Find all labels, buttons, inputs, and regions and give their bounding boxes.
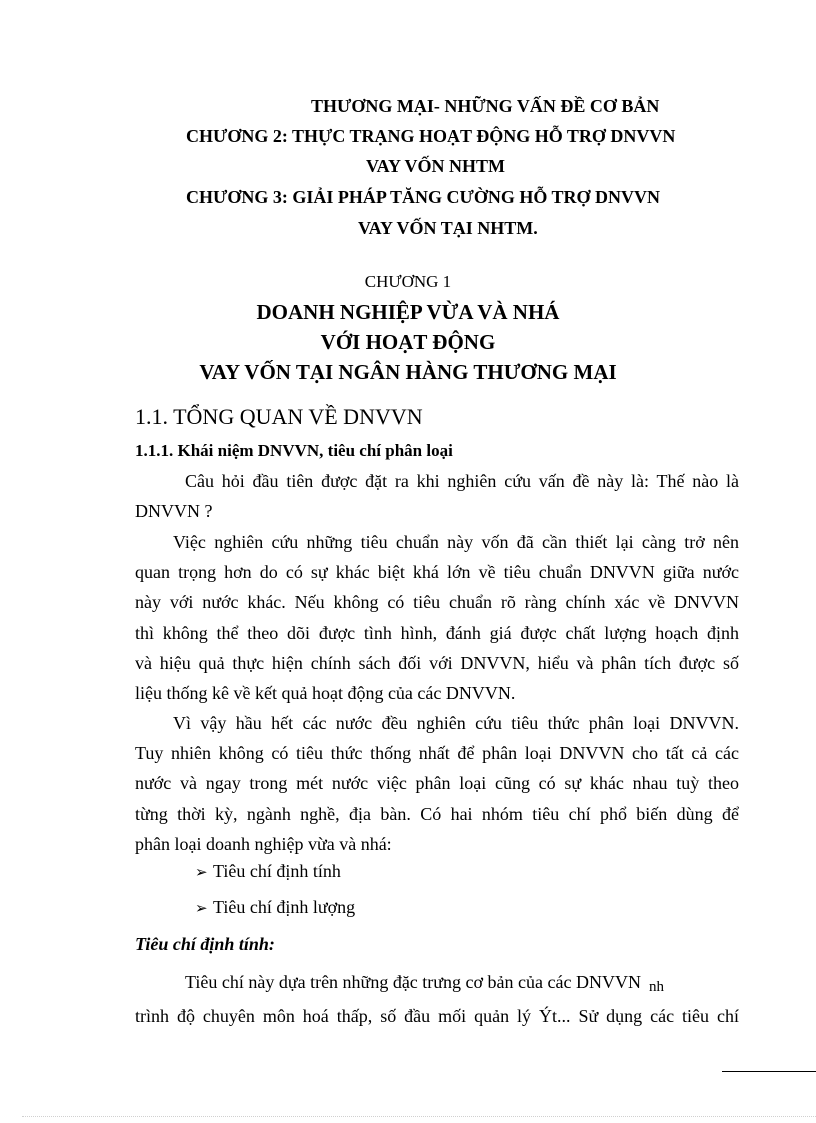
paragraph-line: phân loại doanh nghiệp vừa và nhá:: [135, 833, 392, 854]
paragraph-line: từng thời kỳ, ngành nghề, địa bàn. Có hai nhóm tiêu chí phổ biến dùng để: [135, 803, 739, 824]
paragraph-line: này với nước khác. Nếu không có tiêu chuẩn rõ ràng chính xác về DNVVN: [135, 592, 739, 613]
toc-line-3: VAY VỐN NHTM: [366, 156, 506, 176]
paragraph-line: thì không thể theo dõi được tình hình, đánh giá được chất lượng hoạch định: [135, 622, 739, 643]
chapter-title-line-1: DOANH NGHIỆP VỪA VÀ NHÁ: [256, 300, 560, 324]
section-heading: 1.1. TỔNG QUAN VỀ DNVVN: [135, 404, 423, 429]
bullet-text: Tiêu chí định lượng: [213, 897, 356, 917]
paragraph-line: quan trọng hơn do có sự khác biệt khá lớn về tiêu chuẩn DNVVN giữa nước: [135, 562, 739, 583]
paragraph-line: Tuy nhiên không có tiêu thức thống nhất để phân loại DNVVN cho tất cả các: [135, 743, 739, 764]
subsection-heading: 1.1.1. Khái niệm DNVVN, tiêu chí phân loại: [135, 441, 453, 460]
page-bottom-border: [22, 1116, 816, 1117]
paragraph-1: [135, 466, 739, 526]
criteria-text-tail: nh: [649, 979, 664, 995]
criteria-paragraph-line-2: trình độ chuyên môn hoá thấp, số đầu mối quản lý Ýt... Sử dụng các tiêu chí: [135, 1006, 739, 1026]
paragraph-line: Câu hỏi đầu tiên được đặt ra khi nghiên cứu vấn đề này là: Thế nào là: [185, 471, 739, 491]
bullet-item: [195, 858, 341, 886]
chapter-title-line-3: VAY VỐN TẠI NGÂN HÀNG THƯƠNG MẠI: [199, 360, 617, 384]
toc-line-4: CHƯƠNG 3: GIẢI PHÁP TĂNG CƯỜNG HỖ TRỢ DNVVN: [186, 187, 661, 207]
paragraph-line: liệu thống kê về kết quả hoạt động của các DNVVN.: [135, 682, 516, 703]
paragraph-line: nước và ngay trong mét nước việc phân loại cũng có sự khác nhau tuỳ theo: [135, 773, 739, 794]
paragraph-line: DNVVN ?: [135, 501, 213, 522]
paragraph-2: [135, 527, 739, 708]
arrow-bullet-icon: ➢: [195, 901, 208, 917]
toc-line-2: CHƯƠNG 2: THỰC TRẠNG HOẠT ĐỘNG HỖ TRỢ DNVVN: [186, 126, 676, 146]
paragraph-line: và hiệu quả thực hiện chính sách đối với DNVVN, hiểu và phân tích được số: [135, 652, 739, 673]
paragraph-3: [135, 708, 739, 859]
criteria-text: Tiêu chí này dựa trên những đặc trưng cơ bản của các DNVVN: [185, 972, 641, 992]
chapter-number: CHƯƠNG 1: [364, 272, 452, 291]
paragraph-line: Việc nghiên cứu những tiêu chuẩn này vốn đã cần thiết lại càng trở nên: [173, 532, 739, 552]
arrow-bullet-icon: ➢: [195, 865, 208, 881]
criteria-paragraph-line-1: [185, 969, 664, 997]
paragraph-line: Vì vậy hầu hết các nước đều nghiên cứu tiêu thức phân loại DNVVN.: [173, 713, 739, 733]
bullet-item: [195, 894, 355, 922]
chapter-title-line-2: VỚI HOẠT ĐỘNG: [320, 330, 496, 354]
footnote-separator: [722, 1071, 816, 1072]
toc-line-5: VAY VỐN TẠI NHTM.: [358, 218, 538, 238]
criteria-heading: Tiêu chí định tính:: [135, 934, 275, 954]
bullet-text: Tiêu chí định tính: [213, 861, 341, 881]
toc-line-1: THƯƠNG MẠI- NHỮNG VẤN ĐỀ CƠ BẢN: [311, 96, 660, 116]
